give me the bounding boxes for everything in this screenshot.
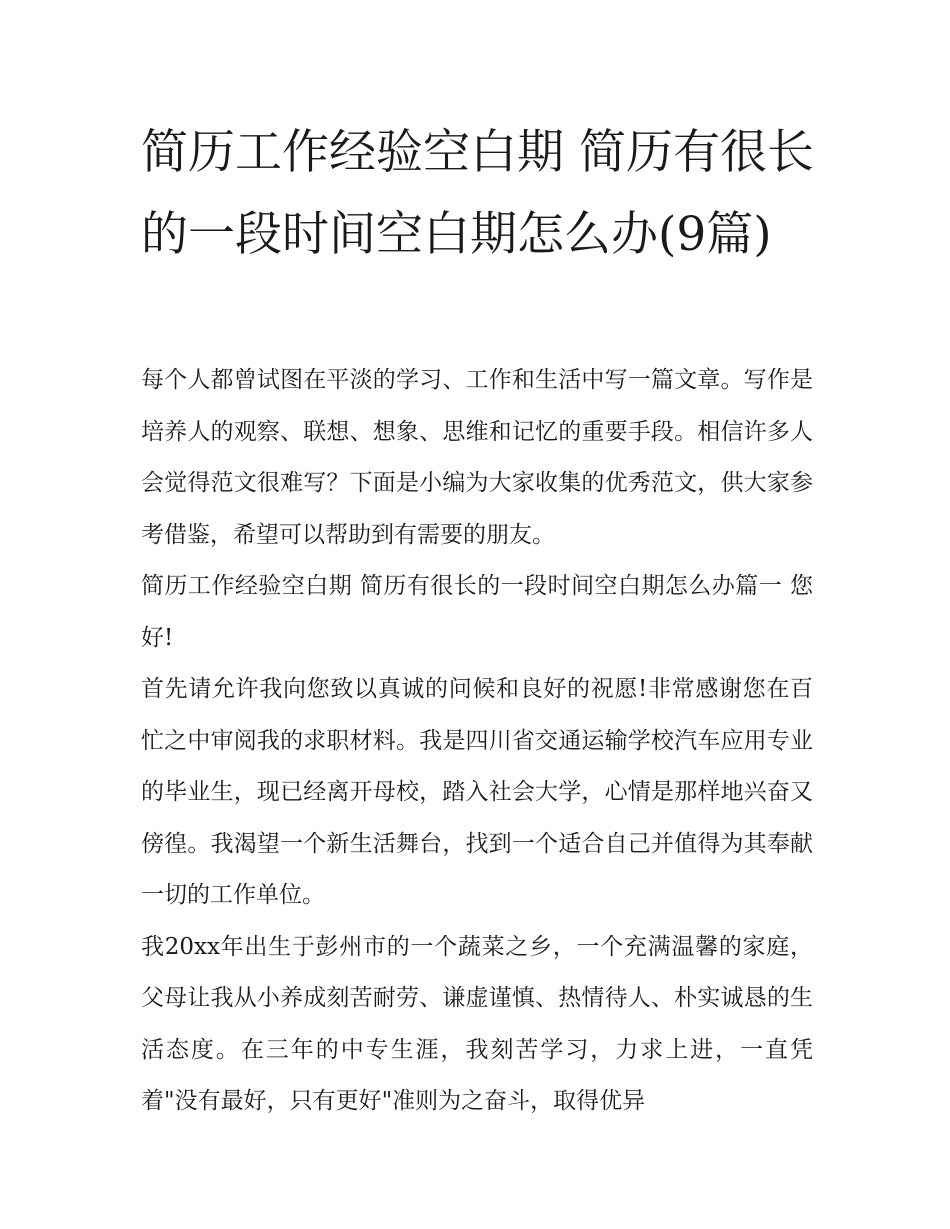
paragraph-background: 我20xx年出生于彭州市的一个蔬菜之乡，一个充满温馨的家庭，父母让我从小养成刻苦耐劳、谦虚谨慎、热情待人、朴实诚恳的生活态度。在三年的中专生涯，我刻苦学习，力求上进，一直凭着"没有最好，只有更好"准则为之奋斗，取得优异 [141,933,813,1114]
paragraph-section-heading: 简历工作经验空白期 简历有很长的一段时间空白期怎么办篇一 您好! [141,573,813,651]
document-title: 简历工作经验空白期 简历有很长的一段时间空白期怎么办(9篇) [141,125,814,262]
document-body [141,355,813,1128]
paragraph-intro: 每个人都曾试图在平淡的学习、工作和生活中写一篇文章。写作是培养人的观察、联想、想象、思维和记忆的重要手段。相信许多人会觉得范文很难写？下面是小编为大家收集的优秀范文，供大家参考借鉴，希望可以帮助到有需要的朋友。 [141,367,813,548]
paragraph-greeting: 首先请允许我向您致以真诚的问候和良好的祝愿!非常感谢您在百忙之中审阅我的求职材料。我是四川省交通运输学校汽车应用专业的毕业生，现已经离开母校，踏入社会大学，心情是那样地兴奋又傍徨。我渴望一个新生活舞台，找到一个适合自己并值得为其奉献一切的工作单位。 [141,676,813,908]
